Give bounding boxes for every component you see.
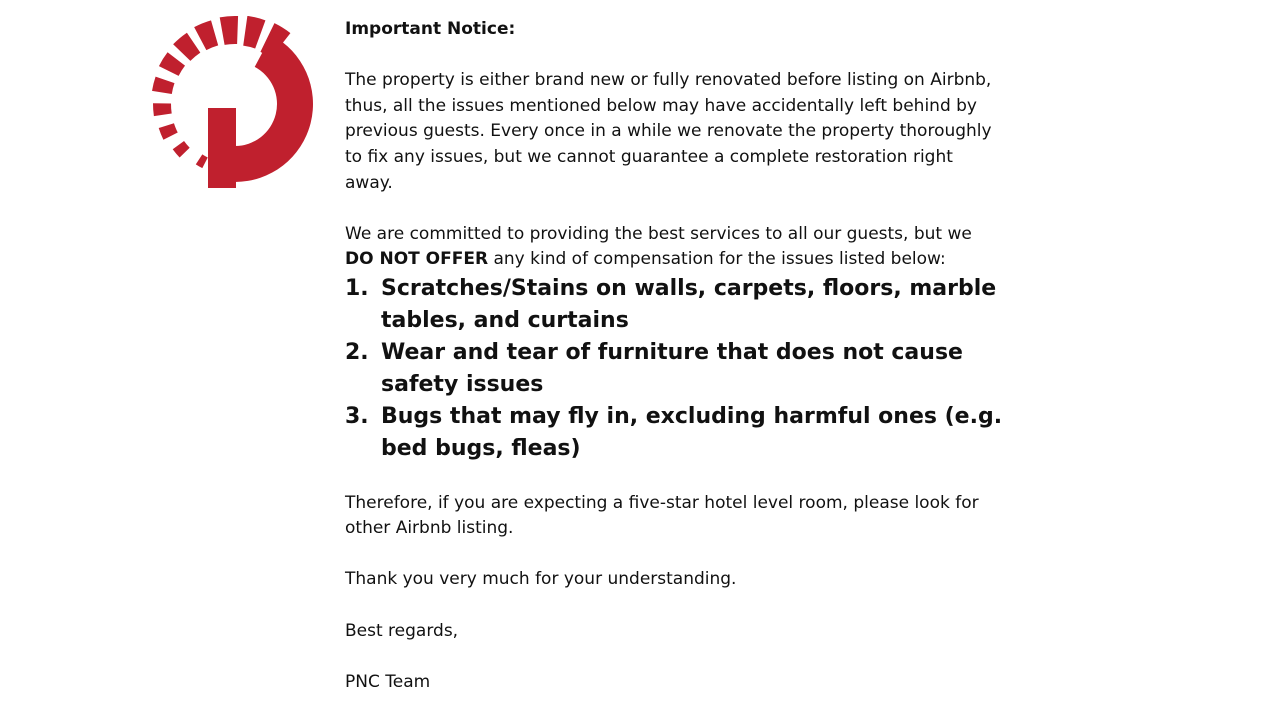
logo-segment (194, 20, 218, 50)
issue-item (345, 273, 1005, 337)
logo-segment (220, 16, 238, 45)
pnc-logo-icon (150, 16, 320, 196)
notice-paragraph-3: Therefore, if you are expecting a five-star hotel level room, please look for other Airbnb listing. (345, 492, 979, 539)
logo-segment (159, 52, 185, 76)
logo-segment (159, 123, 178, 139)
logo-segment (196, 154, 208, 168)
logo-segment (173, 141, 190, 157)
do-not-offer-emphasis: DO NOT OFFER (345, 249, 489, 270)
logo-segment (173, 33, 200, 61)
issue-text: Wear and tear of furniture that does not cause safety issues (381, 339, 963, 397)
notice-paragraph-2 (345, 222, 1005, 273)
issue-item (345, 337, 1005, 401)
logo-stem (208, 108, 236, 188)
paragraph-2-after: any kind of compensation for the issues listed below: (493, 249, 946, 270)
closing-line: Best regards, (345, 620, 459, 641)
logo-segment (153, 103, 172, 116)
issue-text: Scratches/Stains on walls, carpets, floors, marble tables, and curtains (381, 275, 997, 333)
issue-number: 3. (345, 403, 369, 429)
notice-paragraph-4: Thank you very much for your understanding. (345, 569, 737, 590)
issue-text: Bugs that may fly in, excluding harmful ones (e.g. bed bugs, fleas) (381, 403, 1003, 461)
notice-heading: Important Notice: (345, 19, 516, 39)
issue-item (345, 401, 1005, 465)
logo-arc (235, 35, 313, 182)
paragraph-2-before: We are committed to providing the best services to all our guests, but we (345, 223, 972, 244)
signature: PNC Team (345, 671, 431, 692)
notice-paragraph-1: The property is either brand new or fully renovated before listing on Airbnb, thus, all the issues mentioned below may have accidentally left behind by previous guests. Every once in a while we renovate the property thoroughly to fix any issues, but we cannot guarantee a complete restoration right away. (345, 70, 992, 193)
logo-segment (243, 16, 265, 49)
issue-number: 2. (345, 339, 369, 365)
logo-segment (152, 77, 174, 94)
notice-body (345, 17, 1005, 695)
issues-list (345, 273, 1005, 465)
issue-number: 1. (345, 275, 369, 301)
